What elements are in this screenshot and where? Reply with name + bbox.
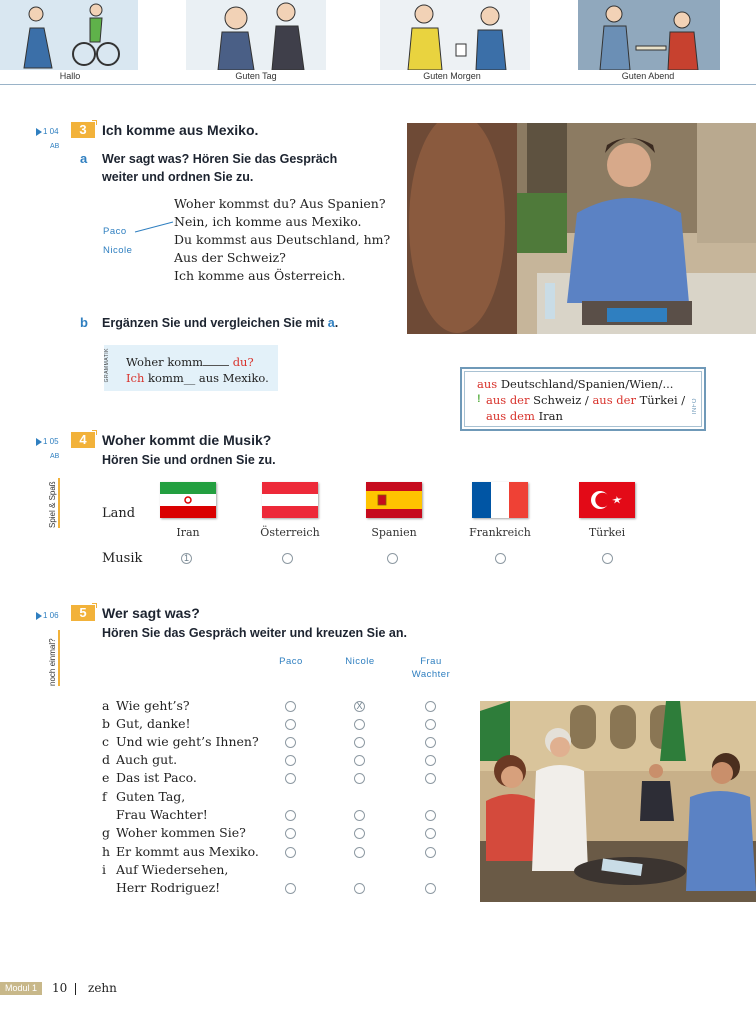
audio-track-marker[interactable]	[36, 127, 59, 136]
header-divider	[0, 84, 756, 85]
grammar-highlight: du?	[232, 355, 254, 369]
info-label: INFO	[692, 398, 698, 415]
answer-circle-paco[interactable]	[285, 847, 296, 858]
info-line-1	[477, 377, 673, 391]
statement-text: Auf Wiedersehen,	[116, 862, 229, 877]
statement-letter: h	[102, 844, 111, 859]
flag-france-drawing	[472, 482, 528, 518]
flag-austria-icon	[262, 482, 318, 518]
statement-text: Wie geht’s?	[116, 698, 190, 713]
caption-hallo: Hallo	[59, 71, 81, 81]
statement-letter: a	[102, 698, 110, 713]
flag-turkey-icon	[579, 482, 635, 518]
flag-france-icon	[472, 482, 528, 518]
statement-letter: i	[102, 862, 106, 877]
caption-guten-abend: Guten Abend	[621, 71, 675, 81]
caption-guten-tag: Guten Tag	[235, 71, 277, 81]
column-header-nicole: Nicole	[345, 656, 375, 667]
musik-answer-circle[interactable]	[495, 553, 506, 564]
answer-circle-paco[interactable]	[285, 828, 296, 839]
spiel-und-spass-label: Spiel & Spaß	[48, 478, 60, 528]
flag-iran-drawing	[160, 482, 216, 518]
strip-illustration-guten-tag	[186, 0, 326, 70]
dialog-line: Woher kommst du? Aus Spanien?	[174, 196, 386, 211]
column-header-paco: Paco	[279, 656, 303, 667]
answer-circle-nicole[interactable]	[354, 773, 365, 784]
handshake-illustration	[186, 0, 326, 70]
column-header-frau-wachter	[402, 655, 460, 681]
answer-circle-frau[interactable]	[425, 755, 436, 766]
instruction-end: .	[334, 316, 339, 330]
photo-group-cafe	[480, 701, 756, 902]
grammar-line-2	[126, 371, 269, 385]
answer-circle-nicole[interactable]	[354, 810, 365, 821]
answer-circle-paco[interactable]	[285, 701, 296, 712]
info-text: Türkei /	[639, 393, 686, 407]
info-text: Iran	[538, 409, 563, 423]
exclamation-icon: !	[477, 393, 481, 405]
statement-text: Auch gut.	[116, 752, 178, 767]
answer-circle-nicole[interactable]: X	[354, 701, 365, 712]
info-highlight: aus der	[486, 393, 530, 407]
header-line: Wachter	[411, 669, 451, 680]
info-text: Deutschland/Spanien/Wien/...	[500, 377, 674, 391]
task-instruction-line1: Wer sagt was? Hören Sie das Gespräch	[102, 152, 338, 166]
answer-circle-frau[interactable]	[425, 847, 436, 858]
exercise-instruction: Hören Sie das Gespräch weiter und kreuzen Sie an.	[102, 626, 407, 640]
musik-answer-circle[interactable]: 1	[181, 553, 192, 564]
grammar-highlight: Ich	[126, 371, 145, 385]
statement-letter: f	[102, 789, 107, 804]
flag-turkey-drawing	[579, 482, 635, 518]
info-highlight: aus dem	[486, 409, 535, 423]
ab-reference: AB	[50, 143, 60, 150]
dialog-line: Aus der Schweiz?	[174, 250, 286, 265]
statement-letter: e	[102, 770, 110, 785]
answer-circle-nicole[interactable]	[354, 719, 365, 730]
statement-letter: b	[102, 716, 111, 731]
cafe-photo-drawing	[407, 123, 756, 334]
task-instruction-line2: weiter und ordnen Sie zu.	[102, 170, 254, 184]
track-number: 1 05	[43, 437, 59, 446]
statement-text-continued: Frau Wachter!	[116, 807, 208, 822]
exercise-number: 5	[71, 605, 95, 621]
info-highlight: aus	[477, 377, 498, 391]
musik-answer-circle[interactable]	[387, 553, 398, 564]
info-line-3	[486, 409, 563, 423]
dialog-line: Nein, ich komme aus Mexiko.	[174, 214, 362, 229]
answer-circle-frau[interactable]	[425, 828, 436, 839]
flag-austria-drawing	[262, 482, 318, 518]
info-text: Schweiz /	[533, 393, 589, 407]
footer-separator	[75, 983, 76, 995]
grammar-line-1	[126, 355, 254, 369]
play-icon	[36, 612, 42, 620]
track-number: 1 04	[43, 127, 59, 136]
page-number: 10	[52, 981, 68, 995]
photo-paco-cafe	[407, 123, 756, 334]
answer-circle-frau[interactable]	[425, 719, 436, 730]
exercise-title: Woher kommt die Musik?	[102, 432, 272, 448]
instruction-ref: a	[327, 316, 335, 330]
cyclists-illustration	[0, 0, 138, 70]
country-label: Türkei	[588, 526, 626, 539]
task-letter-a: a	[80, 151, 88, 166]
exercise-title: Ich komme aus Mexiko.	[102, 122, 259, 138]
answer-circle-paco[interactable]	[285, 883, 296, 894]
exercise-number: 4	[71, 432, 95, 448]
exercise-number: 3	[71, 122, 95, 138]
flag-spain-icon	[366, 482, 422, 518]
answer-circle-paco[interactable]	[285, 719, 296, 730]
group-photo-drawing	[480, 701, 756, 902]
play-icon	[36, 438, 42, 446]
grammar-text: Woher komm	[126, 355, 204, 369]
audio-track-marker[interactable]	[36, 611, 59, 620]
morning-illustration	[380, 0, 530, 70]
module-badge: Modul 1	[0, 982, 42, 995]
country-label: Iran	[176, 526, 200, 539]
strip-illustration-hallo	[0, 0, 138, 70]
statement-letter: d	[102, 752, 111, 767]
dialog-line: Du kommst aus Deutschland, hm?	[174, 232, 391, 247]
statement-text: Gut, danke!	[116, 716, 191, 731]
answer-circle-nicole[interactable]	[354, 883, 365, 894]
answer-circle-frau[interactable]	[425, 701, 436, 712]
strip-illustration-guten-abend	[578, 0, 720, 70]
answer-circle-nicole[interactable]	[354, 828, 365, 839]
answer-circle-paco[interactable]	[285, 755, 296, 766]
country-label: Frankreich	[469, 526, 531, 539]
ab-reference: AB	[50, 453, 60, 460]
speaker-nicole: Nicole	[103, 245, 133, 256]
statement-text: Und wie geht’s Ihnen?	[116, 734, 259, 749]
speaker-paco: Paco	[103, 226, 127, 237]
task-letter-b: b	[80, 315, 88, 330]
statement-text-continued: Herr Rodriguez!	[116, 880, 221, 895]
exercise-title: Wer sagt was?	[102, 605, 200, 621]
statement-text: Guten Tag,	[116, 789, 186, 804]
task-instruction-b	[102, 314, 338, 332]
dialog-line: Ich komme aus Österreich.	[174, 268, 346, 283]
answer-circle-frau[interactable]	[425, 810, 436, 821]
answer-circle-paco[interactable]	[285, 810, 296, 821]
strip-illustration-guten-morgen	[380, 0, 530, 70]
statement-text: Er kommt aus Mexiko.	[116, 844, 259, 859]
answer-circle-nicole[interactable]	[354, 737, 365, 748]
answer-circle-frau[interactable]	[425, 883, 436, 894]
info-highlight: aus der	[592, 393, 636, 407]
statement-letter: c	[102, 734, 110, 749]
track-number: 1 06	[43, 611, 59, 620]
play-icon	[36, 128, 42, 136]
info-line-2	[486, 393, 685, 407]
answer-circle-frau[interactable]	[425, 773, 436, 784]
page-number-word: zehn	[88, 981, 117, 995]
row-label-musik: Musik	[102, 551, 143, 566]
musik-answer-circle[interactable]	[282, 553, 293, 564]
flag-iran-icon	[160, 482, 216, 518]
grammar-text: komm__ aus Mexiko.	[148, 371, 269, 385]
grammar-label: GRAMMATIK	[104, 348, 110, 383]
flag-spain-drawing	[366, 482, 422, 518]
instruction-text: Ergänzen Sie und vergleichen Sie mit	[102, 316, 325, 330]
header-line: Frau	[420, 656, 442, 667]
answer-circle-nicole[interactable]	[354, 755, 365, 766]
musik-answer-circle[interactable]	[602, 553, 613, 564]
country-label: Österreich	[260, 526, 320, 539]
answer-circle-nicole[interactable]	[354, 847, 365, 858]
answer-circle-frau[interactable]	[425, 737, 436, 748]
caption-guten-morgen: Guten Morgen	[423, 71, 481, 81]
exercise-instruction: Hören Sie und ordnen Sie zu.	[102, 453, 276, 467]
statement-text: Das ist Paco.	[116, 770, 197, 785]
answer-circle-paco[interactable]	[285, 773, 296, 784]
statement-text: Woher kommen Sie?	[116, 825, 246, 840]
blank-gap[interactable]	[203, 355, 229, 366]
statement-letter: g	[102, 825, 111, 840]
audio-track-marker[interactable]	[36, 437, 59, 446]
connector-line	[134, 220, 174, 234]
noch-einmal-label: noch einmal?	[48, 630, 60, 686]
evening-illustration	[578, 0, 720, 70]
answer-circle-paco[interactable]	[285, 737, 296, 748]
country-label: Spanien	[371, 526, 417, 539]
row-label-land: Land	[102, 506, 136, 521]
